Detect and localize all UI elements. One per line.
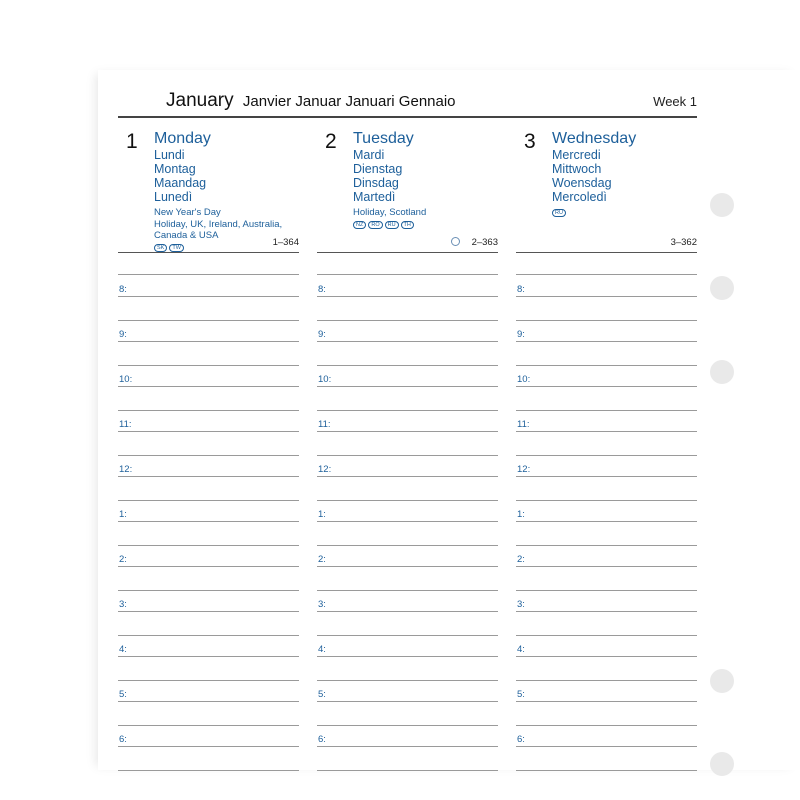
hour-label: 8:	[119, 284, 127, 295]
hour-label: 3:	[119, 599, 127, 610]
hour-line[interactable]	[118, 521, 299, 522]
month-translations: Janvier Januar Januari Gennaio	[242, 93, 456, 110]
country-badge: RO	[368, 221, 382, 229]
month-name: January	[166, 90, 234, 111]
hour-line[interactable]	[516, 701, 697, 702]
hour-line[interactable]	[317, 611, 498, 612]
half-hour-line[interactable]	[516, 545, 697, 546]
hour-label: 10:	[119, 374, 133, 385]
hour-label: 6:	[517, 734, 525, 745]
hour-line[interactable]	[118, 611, 299, 612]
half-hour-line[interactable]	[317, 410, 498, 411]
half-hour-line[interactable]	[317, 725, 498, 726]
half-hour-line[interactable]	[118, 635, 299, 636]
hour-line[interactable]	[118, 296, 299, 297]
half-hour-line[interactable]	[118, 410, 299, 411]
hour-line[interactable]	[516, 431, 697, 432]
half-hour-line[interactable]	[516, 410, 697, 411]
hour-label: 6:	[318, 734, 326, 745]
writing-line[interactable]	[118, 274, 299, 275]
half-hour-line[interactable]	[118, 365, 299, 366]
hour-line[interactable]	[317, 656, 498, 657]
half-hour-line[interactable]	[118, 545, 299, 546]
day-name-translation: Lunedì	[154, 190, 193, 204]
holiday-line: Holiday, UK, Ireland, Australia,	[154, 218, 283, 230]
day-names	[552, 130, 636, 204]
day-number: 2	[325, 130, 337, 153]
hour-label: 11:	[517, 419, 530, 430]
day-name-translation: Maandag	[154, 176, 207, 190]
hour-line[interactable]	[118, 431, 299, 432]
half-hour-line[interactable]	[118, 455, 299, 456]
hour-line[interactable]	[317, 521, 498, 522]
half-hour-line[interactable]	[516, 320, 697, 321]
hour-line[interactable]	[317, 431, 498, 432]
half-hour-line[interactable]	[516, 725, 697, 726]
hour-label: 5:	[318, 689, 326, 700]
half-hour-line[interactable]	[118, 680, 299, 681]
hour-line[interactable]	[118, 386, 299, 387]
hour-label: 10:	[517, 374, 531, 385]
hour-label: 2:	[517, 554, 525, 565]
hour-line[interactable]	[317, 341, 498, 342]
hour-line[interactable]	[516, 296, 697, 297]
half-hour-line[interactable]	[317, 365, 498, 366]
day-name: Wednesday	[552, 130, 637, 147]
hour-label: 12:	[119, 464, 133, 475]
day-name-translation: Dinsdag	[353, 176, 399, 190]
day-column	[516, 118, 697, 758]
day-name-translation: Montag	[154, 162, 196, 176]
hour-label: 9:	[119, 329, 127, 340]
hour-label: 1:	[119, 509, 127, 520]
hour-label: 2:	[119, 554, 127, 565]
half-hour-line[interactable]	[516, 500, 697, 501]
hour-label: 2:	[318, 554, 326, 565]
half-hour-line[interactable]	[317, 680, 498, 681]
binder-hole	[710, 193, 734, 217]
half-hour-line[interactable]	[516, 365, 697, 366]
half-hour-line[interactable]	[118, 725, 299, 726]
half-hour-line[interactable]	[317, 635, 498, 636]
hour-line[interactable]	[317, 476, 498, 477]
month-title	[166, 90, 456, 112]
holiday-line: Canada & USA	[154, 230, 219, 241]
day-header-rule	[118, 252, 299, 253]
hour-line[interactable]	[118, 656, 299, 657]
half-hour-line[interactable]	[516, 770, 697, 771]
hour-line[interactable]	[317, 746, 498, 747]
half-hour-line[interactable]	[317, 320, 498, 321]
hour-label: 11:	[119, 419, 132, 430]
day-of-year-count: 1–364	[272, 237, 299, 248]
week-label: Week 1	[653, 94, 697, 109]
hour-label: 12:	[318, 464, 332, 475]
country-badge: RU	[385, 221, 399, 229]
country-badges	[353, 221, 498, 229]
holiday-note	[552, 207, 697, 217]
half-hour-line[interactable]	[118, 320, 299, 321]
page-header	[118, 90, 697, 118]
hour-label: 3:	[318, 599, 326, 610]
day-names	[353, 130, 414, 204]
half-hour-line[interactable]	[516, 455, 697, 456]
hour-label: 1:	[517, 509, 525, 520]
country-badge: NZ	[353, 221, 366, 229]
half-hour-line[interactable]	[118, 590, 299, 591]
writing-line[interactable]	[317, 274, 498, 275]
holiday-line: New Year's Day	[154, 207, 221, 218]
hour-line[interactable]	[516, 611, 697, 612]
country-badge: TH	[401, 221, 414, 229]
half-hour-line[interactable]	[317, 455, 498, 456]
binder-hole	[710, 669, 734, 693]
day-name-translation: Woensdag	[552, 176, 612, 190]
hour-label: 8:	[318, 284, 326, 295]
hour-line[interactable]	[317, 566, 498, 567]
day-of-year-count: 3–362	[670, 237, 697, 248]
hour-label: 1:	[318, 509, 326, 520]
moon-phase-icon	[451, 237, 460, 246]
half-hour-line[interactable]	[516, 680, 697, 681]
hour-label: 5:	[119, 689, 127, 700]
hour-line[interactable]	[516, 521, 697, 522]
half-hour-line[interactable]	[516, 635, 697, 636]
day-column	[118, 118, 299, 758]
hour-label: 3:	[517, 599, 525, 610]
country-badge: RU	[552, 209, 566, 217]
half-hour-line[interactable]	[317, 770, 498, 771]
hour-line[interactable]	[118, 746, 299, 747]
binder-hole	[710, 276, 734, 300]
day-column	[317, 118, 498, 758]
hour-line[interactable]	[317, 386, 498, 387]
day-name-translation: Dienstag	[353, 162, 403, 176]
day-of-year-count: 2–363	[471, 237, 498, 248]
hour-label: 4:	[517, 644, 525, 655]
half-hour-line[interactable]	[118, 500, 299, 501]
hour-line[interactable]	[516, 656, 697, 657]
day-name-translation: Mardi	[353, 148, 385, 162]
day-name-translation: Martedì	[353, 190, 396, 204]
country-badges	[552, 209, 697, 217]
day-name: Monday	[154, 130, 211, 147]
half-hour-line[interactable]	[317, 590, 498, 591]
hour-label: 11:	[318, 419, 331, 430]
day-name-translation: Mercredi	[552, 148, 601, 162]
day-name: Tuesday	[353, 130, 414, 147]
half-hour-line[interactable]	[317, 545, 498, 546]
day-number: 3	[524, 130, 536, 153]
hour-line[interactable]	[317, 296, 498, 297]
hour-line[interactable]	[516, 341, 697, 342]
hour-line[interactable]	[118, 566, 299, 567]
hour-line[interactable]	[317, 701, 498, 702]
binder-hole	[710, 752, 734, 776]
hour-label: 4:	[318, 644, 326, 655]
day-name-translation: Lundi	[154, 148, 185, 162]
hour-label: 9:	[318, 329, 326, 340]
hour-line[interactable]	[118, 476, 299, 477]
hour-line[interactable]	[516, 566, 697, 567]
hour-label: 9:	[517, 329, 525, 340]
hour-label: 10:	[318, 374, 332, 385]
holiday-line: Holiday, Scotland	[353, 207, 427, 218]
hour-label: 4:	[119, 644, 127, 655]
hour-line[interactable]	[118, 341, 299, 342]
binder-hole	[710, 360, 734, 384]
half-hour-line[interactable]	[516, 590, 697, 591]
hour-label: 5:	[517, 689, 525, 700]
hour-line[interactable]	[516, 476, 697, 477]
half-hour-line[interactable]	[317, 500, 498, 501]
day-header-rule	[317, 252, 498, 253]
day-number: 1	[126, 130, 138, 153]
day-name-translation: Mercoledì	[552, 190, 607, 204]
hour-line[interactable]	[516, 386, 697, 387]
day-name-translation: Mittwoch	[552, 162, 602, 176]
hour-label: 6:	[119, 734, 127, 745]
hour-line[interactable]	[516, 746, 697, 747]
holiday-note	[353, 207, 498, 229]
hour-line[interactable]	[118, 701, 299, 702]
half-hour-line[interactable]	[118, 770, 299, 771]
writing-line[interactable]	[516, 274, 697, 275]
day-names	[154, 130, 211, 204]
day-header-rule	[516, 252, 697, 253]
country-badge: TW	[169, 244, 184, 252]
hour-label: 12:	[517, 464, 531, 475]
hour-label: 8:	[517, 284, 525, 295]
country-badge: SK	[154, 244, 167, 252]
